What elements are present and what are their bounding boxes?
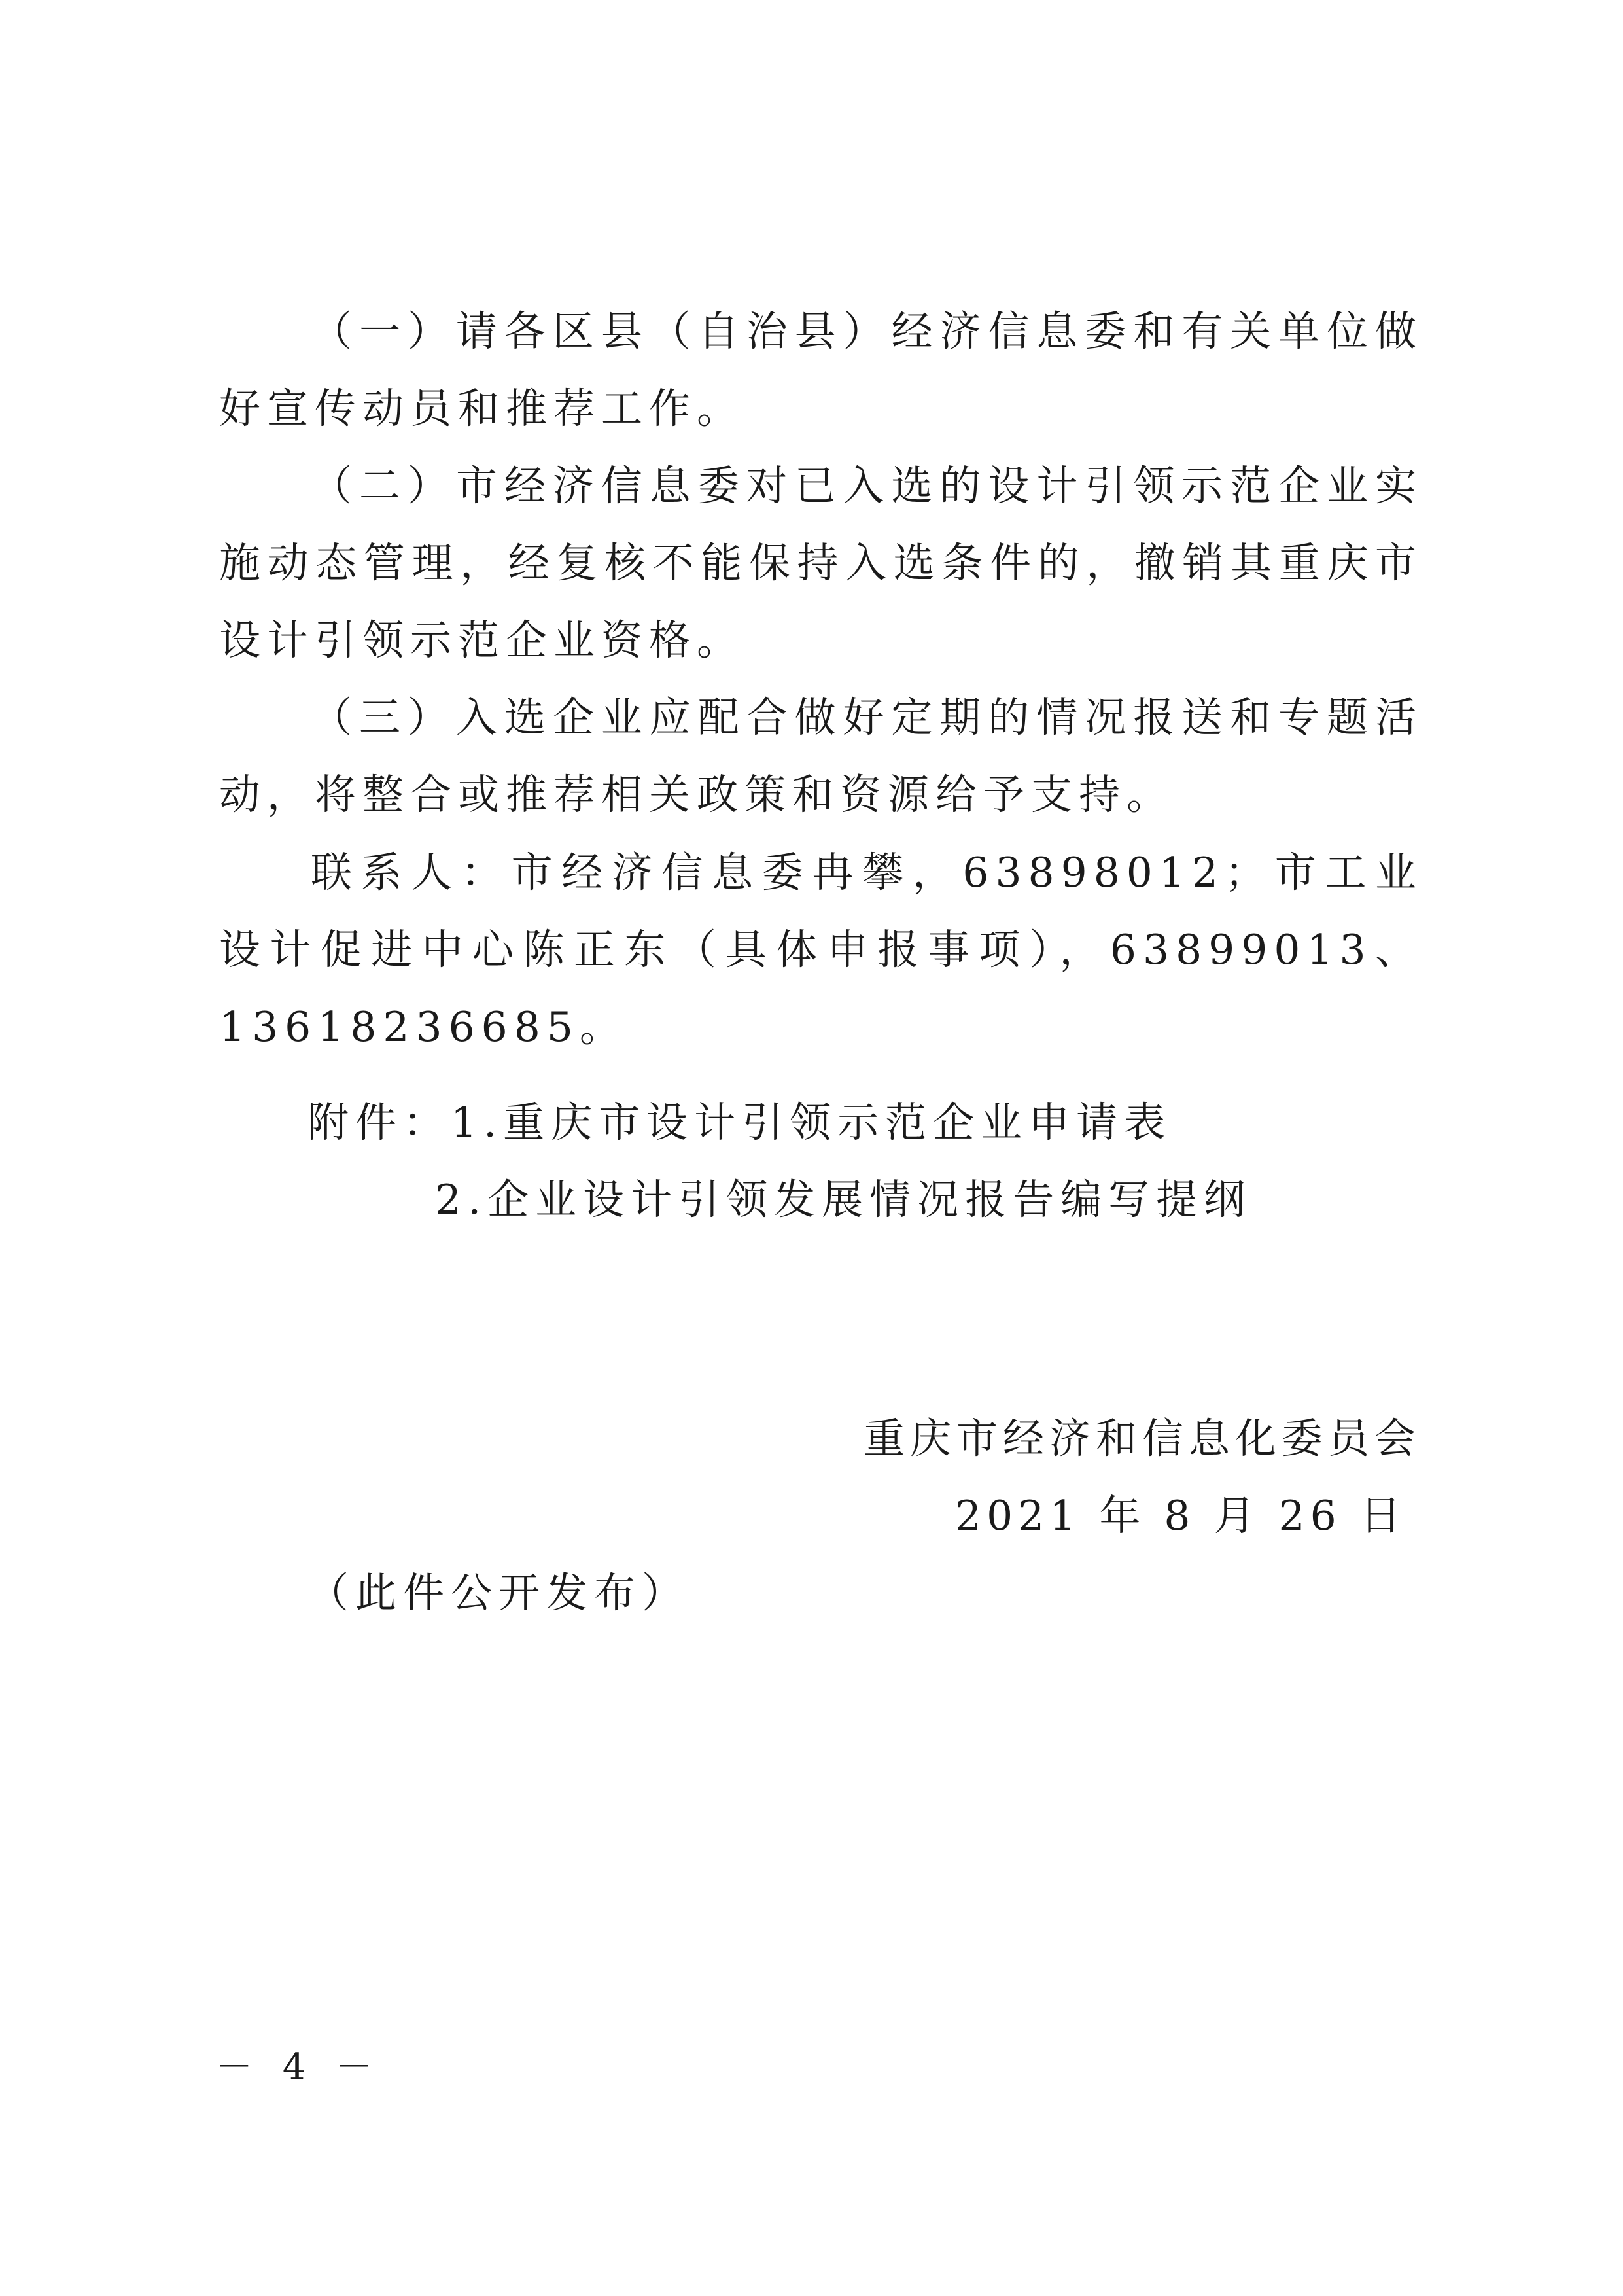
attachment-item-1: 附件：1.重庆市设计引领示范企业申请表 bbox=[307, 1099, 1172, 1146]
attachment-item-2: 2.企业设计引领发展情况报告编写提纲 bbox=[435, 1176, 1252, 1224]
paragraph-item-2: （二）市经济信息委对已入选的设计引领示范企业实施动态管理，经复核不能保持入选条件的，撤销其重庆市设计引领示范企业资格。 bbox=[219, 462, 1423, 664]
paragraph-item-3: （三）入选企业应配合做好定期的情况报送和专题活动，将整合或推荐相关政策和资源给予支持。 bbox=[219, 694, 1423, 819]
contact-paragraph: 联系人：市经济信息委冉攀，63898012；市工业设计促进中心陈正东（具体申报事项），63899013、13618236685。 bbox=[219, 849, 1423, 1051]
paragraph-item-1: （一）请各区县（自治县）经济信息委和有关单位做好宣传动员和推荐工作。 bbox=[219, 308, 1423, 433]
page-number: － 4 － bbox=[216, 2046, 382, 2089]
issuer-name: 重庆市经济和信息化委员会 bbox=[864, 1415, 1421, 1462]
issue-date: 2021 年 8 月 26 日 bbox=[955, 1492, 1406, 1540]
publication-note: （此件公开发布） bbox=[307, 1569, 689, 1617]
